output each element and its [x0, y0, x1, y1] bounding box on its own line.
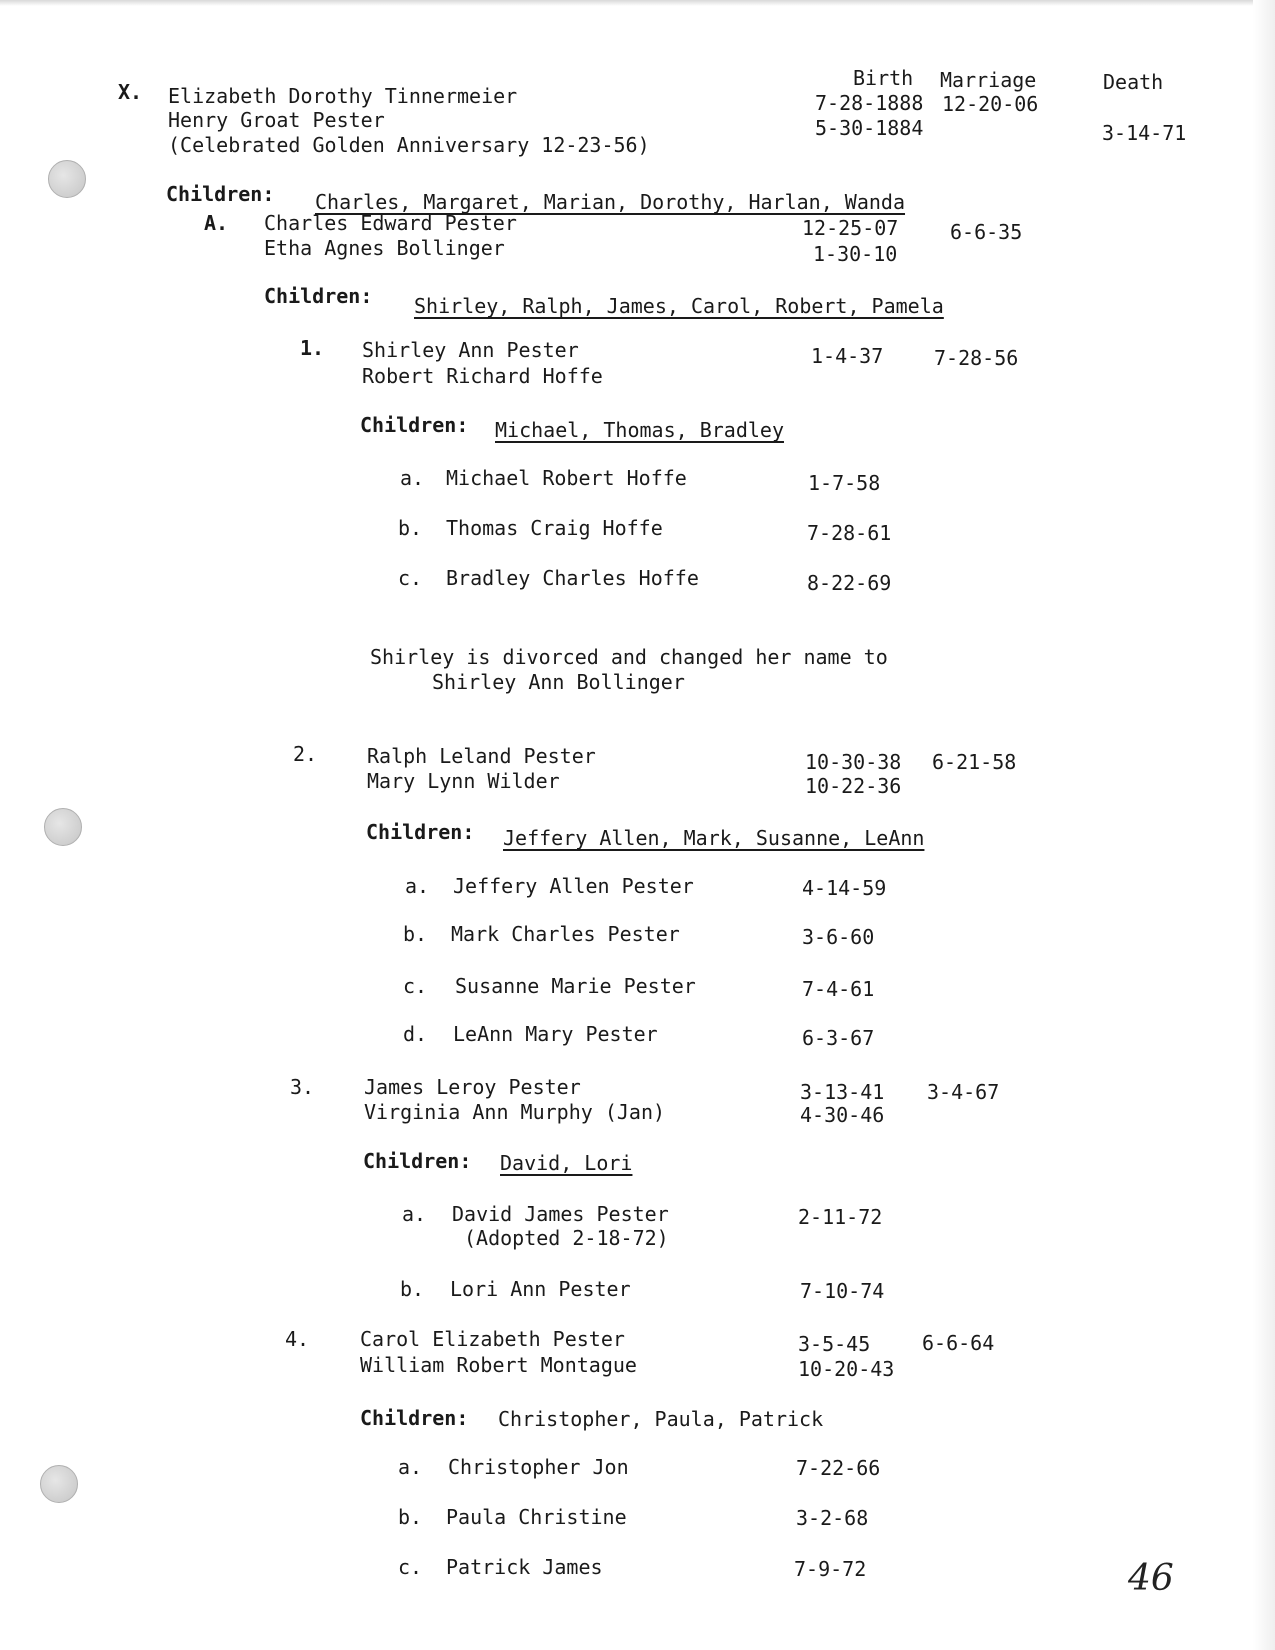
family-4-children-list: Christopher, Paula, Patrick	[498, 1407, 824, 1431]
branch-a-spouse-birth: 1-30-10	[813, 242, 898, 266]
family-1-child-3-birth: 8-22-69	[807, 571, 892, 595]
family-4-spouse-birth: 10-20-43	[798, 1357, 895, 1381]
family-2-person: Ralph Leland Pester	[367, 744, 596, 768]
branch-a-person: Charles Edward Pester	[264, 211, 517, 235]
family-2-child-1-birth: 4-14-59	[802, 876, 887, 900]
family-2-children-list: Jeffery Allen, Mark, Susanne, LeAnn	[503, 826, 925, 850]
column-marriage-header: Marriage	[940, 68, 1037, 92]
family-3-child-1-birth: 2-11-72	[798, 1205, 883, 1229]
family-2-child-1-name: Jeffery Allen Pester	[453, 874, 694, 898]
family-1-child-1-marker: a.	[400, 466, 425, 490]
family-2-child-2-name: Mark Charles Pester	[451, 922, 680, 946]
family-4-child-1-name: Christopher Jon	[448, 1455, 629, 1479]
family-1-child-1-name: Michael Robert Hoffe	[446, 466, 687, 490]
head-person-name: Elizabeth Dorothy Tinnermeier	[168, 84, 518, 108]
top-children-list: Charles, Margaret, Marian, Dorothy, Harlan, Wanda	[315, 190, 906, 214]
family-3-marriage: 3-4-67	[927, 1080, 1000, 1104]
head-spouse-name: Henry Groat Pester	[168, 108, 385, 132]
family-1-marker: 1.	[300, 336, 325, 360]
family-2-child-4-name: LeAnn Mary Pester	[453, 1022, 658, 1046]
family-2-child-2-marker: b.	[403, 922, 428, 946]
family-3-child-2-marker: b.	[400, 1277, 425, 1301]
family-4-child-3-name: Patrick James	[446, 1555, 603, 1579]
family-1-divorce-note-line-2: Shirley Ann Bollinger	[432, 670, 685, 694]
family-1-child-3-name: Bradley Charles Hoffe	[446, 566, 699, 590]
family-3-spouse-birth: 4-30-46	[800, 1103, 885, 1127]
family-4-marriage: 6-6-64	[922, 1331, 995, 1355]
family-3-person-birth: 3-13-41	[800, 1080, 885, 1104]
binder-hole-bottom	[40, 1465, 78, 1503]
family-1-child-2-birth: 7-28-61	[807, 521, 892, 545]
family-3-children-label: Children:	[363, 1149, 472, 1173]
family-4-child-2-marker: b.	[398, 1505, 423, 1529]
family-2-marker: 2.	[293, 742, 318, 766]
family-1-person-birth: 1-4-37	[811, 344, 884, 368]
family-4-person: Carol Elizabeth Pester	[360, 1327, 625, 1351]
branch-a-children-list: Shirley, Ralph, James, Carol, Robert, Pamela	[414, 294, 944, 318]
family-1-child-3-marker: c.	[398, 566, 423, 590]
family-4-person-birth: 3-5-45	[798, 1332, 871, 1356]
family-1-child-2-name: Thomas Craig Hoffe	[446, 516, 663, 540]
family-4-child-3-birth: 7-9-72	[794, 1557, 867, 1581]
branch-a-marker: A.	[204, 211, 229, 235]
page-number: 46	[1128, 1558, 1174, 1599]
family-2-children-label: Children:	[366, 820, 475, 844]
family-1-divorce-note-line-1: Shirley is divorced and changed her name to	[370, 645, 888, 669]
page-right-edge	[1253, 0, 1275, 1650]
family-3-child-1-adoption-note: (Adopted 2-18-72)	[464, 1226, 669, 1250]
branch-a-spouse: Etha Agnes Bollinger	[264, 236, 505, 260]
family-4-child-2-name: Paula Christine	[446, 1505, 627, 1529]
head-person-birth: 7-28-1888	[815, 91, 924, 115]
family-4-spouse: William Robert Montague	[360, 1353, 637, 1377]
family-1-children-label: Children:	[360, 413, 469, 437]
family-4-marker: 4.	[285, 1327, 310, 1351]
branch-a-children-label: Children:	[264, 284, 373, 308]
family-1-person: Shirley Ann Pester	[362, 338, 579, 362]
head-anniversary-note: (Celebrated Golden Anniversary 12-23-56)	[168, 133, 650, 157]
head-spouse-death: 3-14-71	[1102, 121, 1187, 145]
family-3-child-2-birth: 7-10-74	[800, 1279, 885, 1303]
family-2-marriage: 6-21-58	[932, 750, 1017, 774]
family-3-children-list: David, Lori	[500, 1151, 633, 1175]
family-4-child-1-birth: 7-22-66	[796, 1456, 881, 1480]
family-3-marker: 3.	[290, 1075, 315, 1099]
family-2-child-3-birth: 7-4-61	[802, 977, 875, 1001]
column-death-header: Death	[1103, 70, 1164, 94]
branch-a-marriage: 6-6-35	[950, 220, 1023, 244]
section-marker: X.	[118, 80, 143, 104]
page-top-edge	[0, 0, 1275, 6]
column-birth-header: Birth	[853, 66, 914, 90]
family-2-child-3-marker: c.	[403, 974, 428, 998]
family-2-spouse: Mary Lynn Wilder	[367, 769, 560, 793]
family-4-children-label: Children:	[360, 1406, 469, 1430]
family-2-spouse-birth: 10-22-36	[805, 774, 902, 798]
family-2-child-1-marker: a.	[405, 874, 430, 898]
family-4-child-3-marker: c.	[398, 1555, 423, 1579]
family-1-spouse: Robert Richard Hoffe	[362, 364, 603, 388]
family-1-marriage: 7-28-56	[934, 346, 1019, 370]
binder-hole-top	[48, 160, 86, 198]
family-3-child-2-name: Lori Ann Pester	[450, 1277, 631, 1301]
family-3-spouse: Virginia Ann Murphy (Jan)	[364, 1100, 666, 1124]
family-3-child-1-name: David James Pester	[452, 1202, 669, 1226]
family-4-child-1-marker: a.	[398, 1455, 423, 1479]
top-children-label: Children:	[166, 182, 275, 206]
family-1-child-1-birth: 1-7-58	[808, 471, 881, 495]
head-spouse-birth: 5-30-1884	[815, 116, 924, 140]
branch-a-person-birth: 12-25-07	[802, 216, 899, 240]
family-2-child-3-name: Susanne Marie Pester	[455, 974, 696, 998]
family-2-child-4-birth: 6-3-67	[802, 1026, 875, 1050]
head-marriage-date: 12-20-06	[942, 92, 1039, 116]
binder-hole-middle	[44, 808, 82, 846]
family-4-child-2-birth: 3-2-68	[796, 1506, 869, 1530]
family-1-child-2-marker: b.	[398, 516, 423, 540]
family-2-child-2-birth: 3-6-60	[802, 925, 875, 949]
family-1-children-list: Michael, Thomas, Bradley	[495, 418, 784, 442]
family-3-child-1-marker: a.	[402, 1202, 427, 1226]
family-3-person: James Leroy Pester	[364, 1075, 581, 1099]
family-2-person-birth: 10-30-38	[805, 750, 902, 774]
family-2-child-4-marker: d.	[403, 1022, 428, 1046]
